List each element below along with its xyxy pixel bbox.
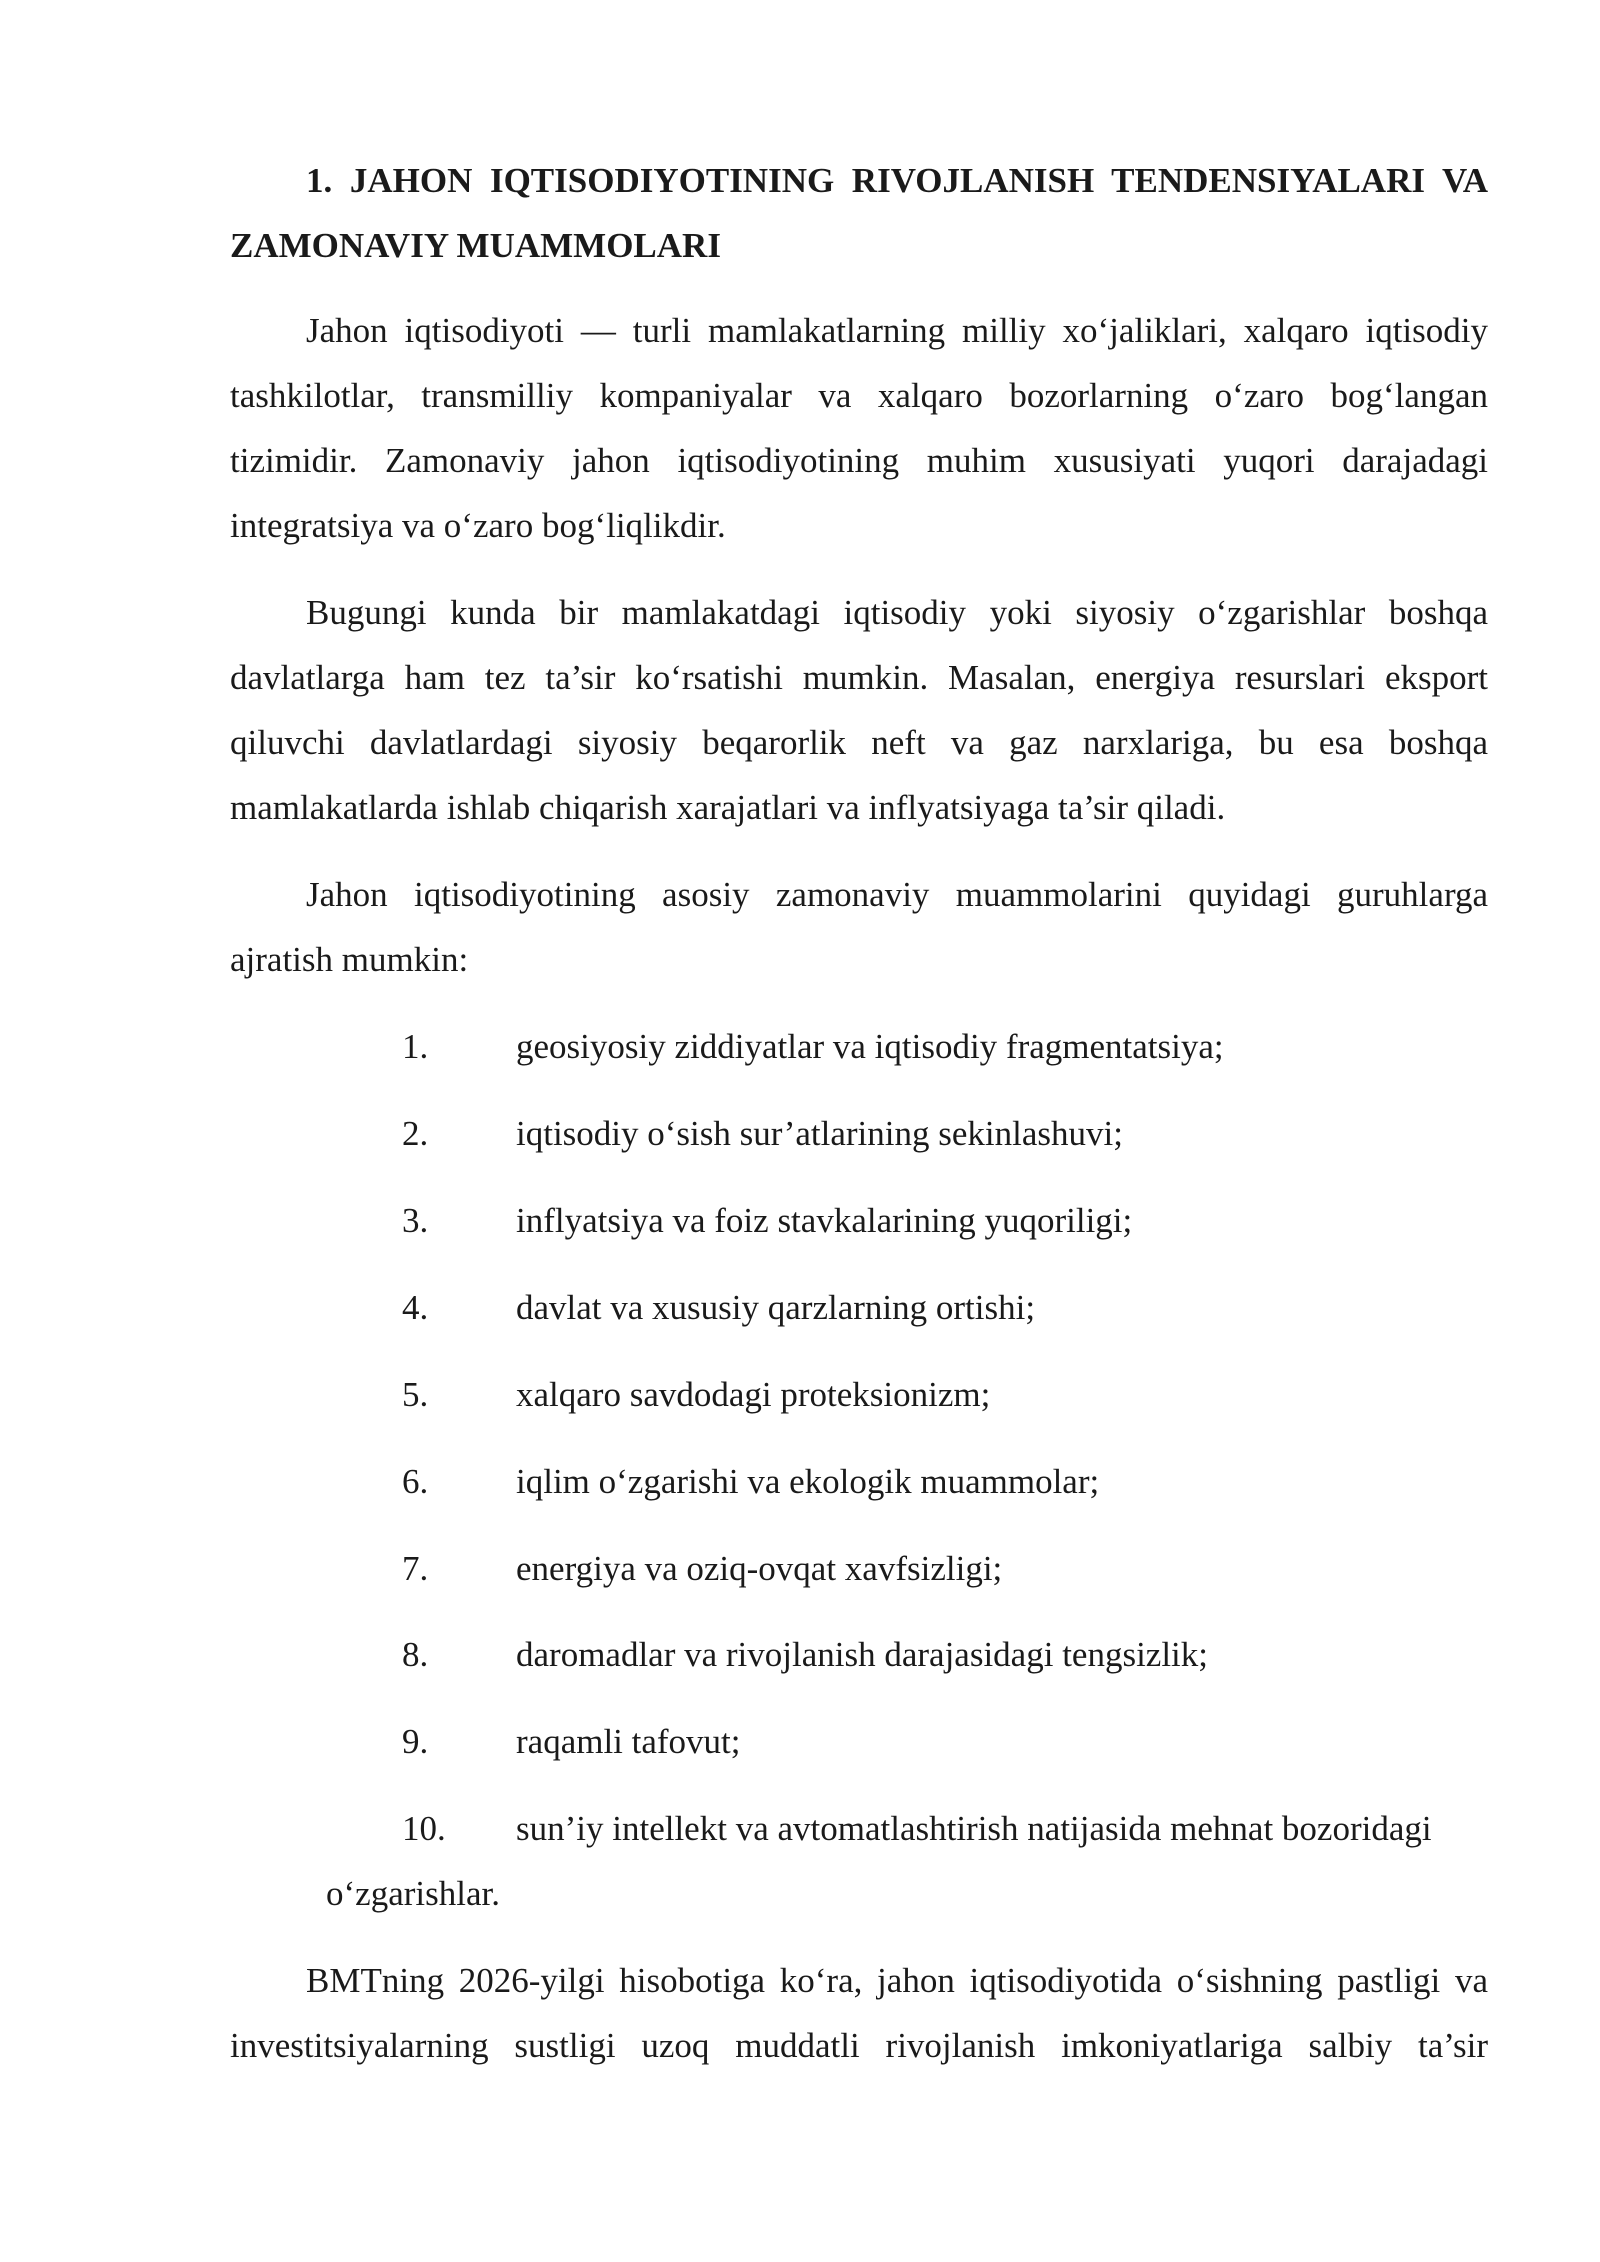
list-item-number: 2. — [402, 1114, 429, 1153]
list-item-number: 8. — [402, 1635, 429, 1674]
list-item — [402, 1622, 1208, 1687]
paragraph-intro: Jahon iqtisodiyoti — turli mamlakatlarning milliy xo‘jaliklari, xalqaro iqtisodiy tashkilotlar, transmilliy kompaniyalar va xalqaro bozorlarning o‘zaro bog‘langan tizimidir. Zamonaviy jahon iqtisodiyotining muhim xususiyati yuqori darajadagi integratsiya va o‘zaro bog‘liqlikdir. — [230, 311, 1488, 545]
list-item-number: 9. — [402, 1722, 429, 1761]
list-item-text: energiya va oziq-ovqat xavfsizligi; — [516, 1549, 1003, 1588]
list-item-text: davlat va xususiy qarzlarning ortishi; — [516, 1288, 1036, 1327]
list-item — [402, 1014, 1224, 1079]
list-item — [402, 1536, 1002, 1601]
list-item — [402, 1362, 990, 1427]
list-item — [402, 1796, 1432, 1861]
list-item-text: daromadlar va rivojlanish darajasidagi tengsizlik; — [516, 1635, 1209, 1674]
list-item-text: iqtisodiy o‘sish sur’atlarining sekinlashuvi; — [516, 1114, 1123, 1153]
paragraph-closing: BMTning 2026-yilgi hisobotiga ko‘ra, jahon iqtisodiyotida o‘sishning pastligi va investitsiyalarning sustligi uzoq muddatli rivojlanish imkoniyatlariga salbiy ta’sir — [230, 1961, 1488, 2065]
list-item-number: 1. — [402, 1027, 429, 1066]
list-item — [402, 1188, 1132, 1253]
list-item-number: 4. — [402, 1288, 429, 1327]
section-heading: 1. JAHON IQTISODIYOTINING RIVOJLANISH TENDENSIYALARI VA ZAMONAVIY MUAMMOLARI — [230, 161, 1488, 265]
list-item-text: inflyatsiya va foiz stavkalarining yuqoriligi; — [516, 1201, 1133, 1240]
paragraph-problems-intro: Jahon iqtisodiyotining asosiy zamonaviy muammolarini quyidagi guruhlarga ajratish mumkin: — [230, 875, 1488, 979]
list-item — [402, 1449, 1099, 1514]
list-item — [402, 1101, 1123, 1166]
list-item-text: xalqaro savdodagi proteksionizm; — [516, 1375, 991, 1414]
list-item-text: sun’iy intellekt va avtomatlashtirish natijasida mehnat bozoridagi — [516, 1809, 1432, 1848]
list-item-number: 3. — [402, 1201, 429, 1240]
list-item — [402, 1709, 741, 1774]
list-item-text: geosiyosiy ziddiyatlar va iqtisodiy fragmentatsiya; — [516, 1027, 1224, 1066]
list-item — [402, 1275, 1035, 1340]
paragraph-interdependence: Bugungi kunda bir mamlakatdagi iqtisodiy yoki siyosiy o‘zgarishlar boshqa davlatlarga ham tez ta’sir ko‘rsatishi mumkin. Masalan, energiya resurslari eksport qiluvchi davlatlardagi siyosiy beqarorlik neft va gaz narxlariga, bu esa boshqa mamlakatlarda ishlab chiqarish xarajatlari va inflyatsiyaga ta’sir qiladi. — [230, 593, 1488, 827]
list-item-number: 10. — [402, 1809, 446, 1848]
list-item-text: raqamli tafovut; — [516, 1722, 741, 1761]
list-item-number: 7. — [402, 1549, 429, 1588]
list-item-text: iqlim o‘zgarishi va ekologik muammolar; — [516, 1462, 1100, 1501]
list-item-continuation: o‘zgarishlar. — [326, 1874, 500, 1913]
list-item-number: 6. — [402, 1462, 429, 1501]
list-item-number: 5. — [402, 1375, 429, 1414]
